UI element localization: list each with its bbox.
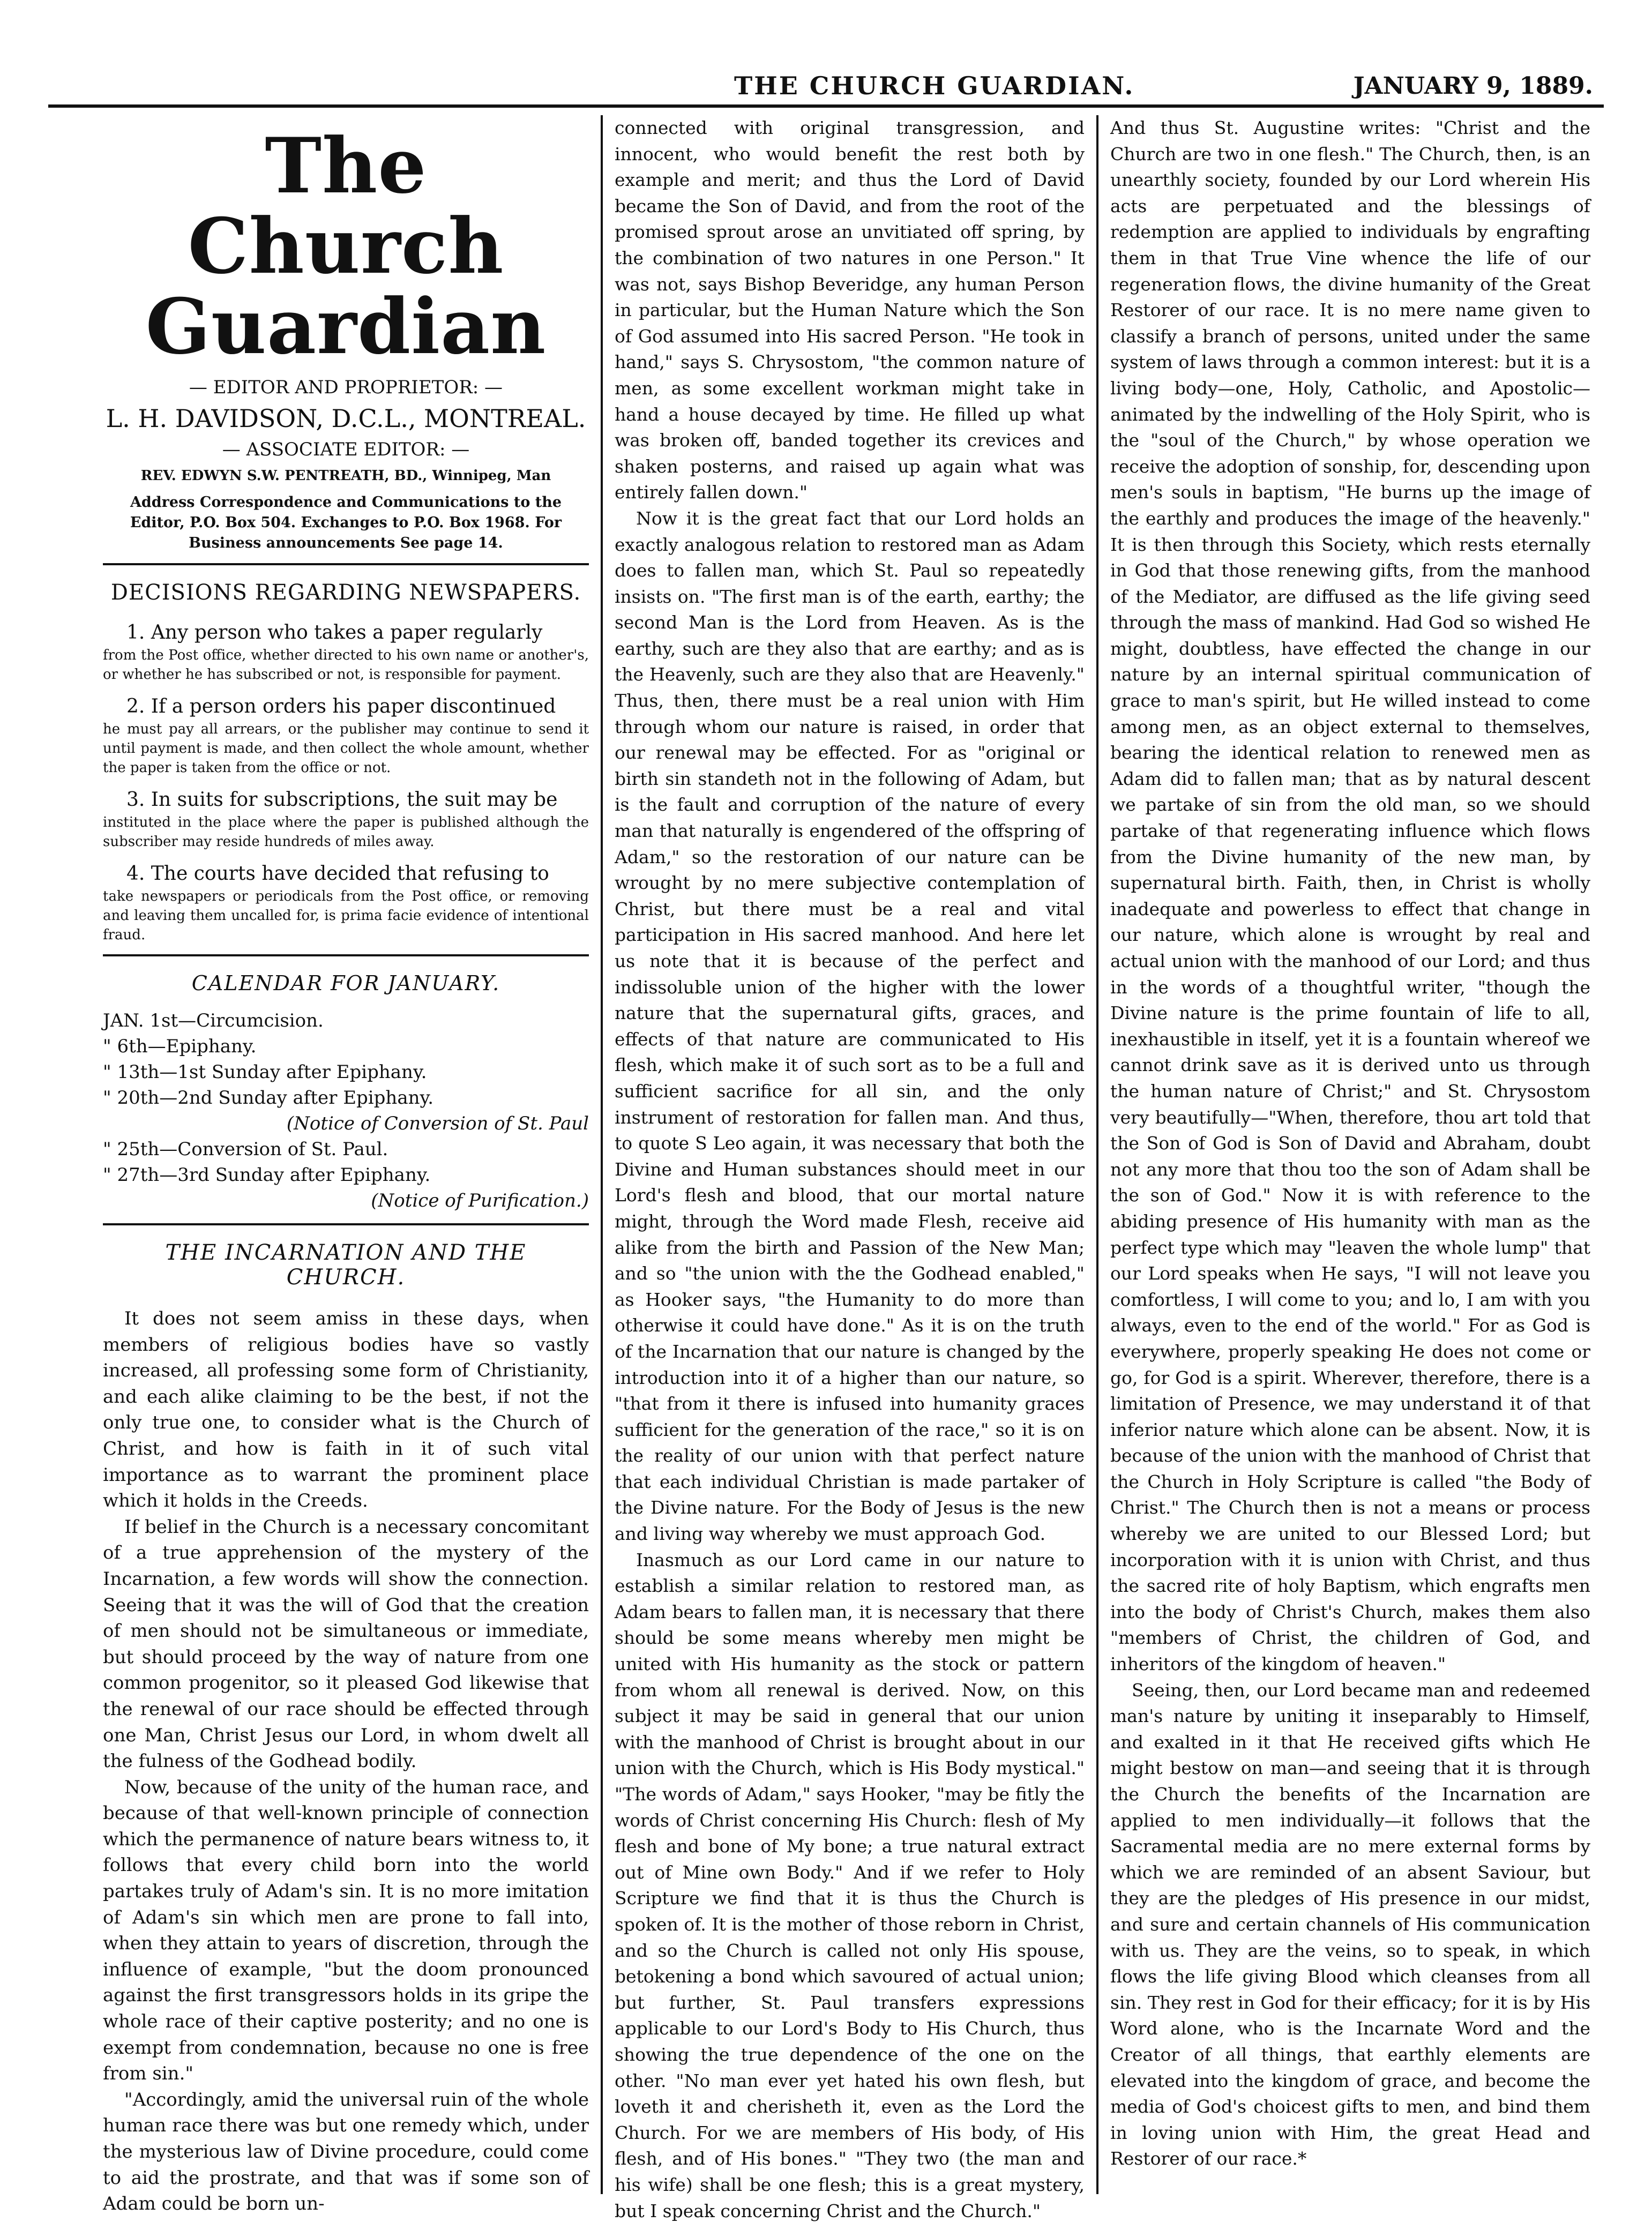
calendar-row: " 6th—Epiphany. xyxy=(103,1036,257,1057)
decision-item xyxy=(103,861,589,945)
correspondence-notice: Address Correspondence and Communications to the Editor, P.O. Box 504. Exchanges to P.O. Box 1968. For Business announcements See page 14. xyxy=(130,494,562,551)
calendar-row: " 27th—3rd Sunday after Epiphany. xyxy=(103,1164,431,1186)
column-1 xyxy=(91,115,603,2215)
editor-name: L. H. DAVIDSON, D.C.L., MONTREAL. xyxy=(106,404,586,433)
decision-lead: 3. In suits for subscriptions, the suit may be xyxy=(126,789,558,811)
calendar-row: " 20th—2nd Sunday after Epiphany. xyxy=(103,1087,433,1109)
column-2 xyxy=(603,115,1098,2221)
calendar-heading: CALENDAR FOR JANUARY. xyxy=(191,971,500,995)
article-paragraph: Now it is the great fact that our Lord holds an exactly analogous relation to restored man as Adam does to fallen man, which St. Paul so repeatedly insists on. "The first man is of the earth, earthy; the second Man is the Lord from Heaven. As is the earthy, such are they also that are earthy; and as is the Heavenly, such are they also that are Heavenly." Thus, then, there must be a real union with Him through whom our nature is raised, in order that our renewal may be effected. For as "original or birth sin standeth not in the following of Adam, but is the fault and corruption of the nature of every man that naturally is engendered of the offspring of Adam," so the restoration of our nature can be wrought by no mere subjective contemplation of Christ, but there must be a real and vital participation in His sacred manhood. And here let us note that it is because of the perfect and indissoluble union of the higher with the lower nature that the supernatural gifts, graces, and effects of that nature are communicated to His flesh, which make it of such sort as to be a full and sufficient sacrifice for all sin, and the only instrument of restoration for fallen man. And thus, to quote S Leo again, it was necessary that both the Divine and Human substances should meet in our Lord's flesh and blood, that our mortal nature might, through the Word made Flesh, receive aid alike from the birth and Passion of the New Man; and so "the union with the the Godhead enabled," as Hooker says, "the Humanity to do more than otherwise it could have done." As it is on the truth of the Incarnation that our nature is changed by the introduction into it of a higher than our nature, so "that from it there is infused into humanity graces sufficient for the generation of the race," so it is on the reality of our union with that perfect nature that each individual Christian is made partaker of the Divine nature. For the Body of Jesus is the new and living way whereby we must approach God. xyxy=(615,507,1085,1545)
calendar-note: (Notice of Conversion of St. Paul xyxy=(286,1113,589,1134)
article-paragraph: "Accordingly, amid the universal ruin of the whole human race there was but one remedy which, under the mysterious law of Divine procedure, could come to aid the prostrate, and that was if some son of Adam could be born un- xyxy=(103,2089,589,2215)
divider xyxy=(103,563,589,565)
decision-text: from the Post office, whether directed to his own name or another's, or whether he has subscribed or not, is responsible for payment. xyxy=(103,647,589,683)
decision-lead: 2. If a person orders his paper discontinued xyxy=(126,695,556,717)
running-title: THE CHURCH GUARDIAN. xyxy=(734,71,1135,100)
divider xyxy=(103,954,589,956)
calendar-note: (Notice of Purification.) xyxy=(371,1190,589,1211)
calendar-row: JAN. 1st—Circumcision. xyxy=(103,1010,324,1031)
decision-text: instituted in the place where the paper is published although the subscriber may reside hundreds of miles away. xyxy=(103,814,589,850)
decision-text: take newspapers or periodicals from the Post office, or removing and leaving them uncalled for, is prima facie evidence of intentional fraud. xyxy=(103,888,589,943)
decision-lead: 1. Any person who takes a paper regularly xyxy=(126,622,543,643)
associate-name: REV. EDWYN S.W. PENTREATH, BD., Winnipeg, Man xyxy=(140,468,551,484)
article-title: THE INCARNATION AND THE CHURCH. xyxy=(165,1240,527,1290)
article-paragraph: Seeing, then, our Lord became man and redeemed man's nature by uniting it inseparably to Himself, and exalted in it that He received gifts which He might bestow on man—and seeing that it is through the Church the benefits of the Incarnation are applied to men individually—it follows that the Sacramental media are no mere external forms by which we are reminded of an absent Saviour, but they are the pledges of His presence in our midst, and sure and certain channels of His communication with us. They are the veins, so to speak, in which flows the life giving Blood which cleanses from all sin. They rest in God for their efficacy; for it is by His Word alone, who is the Incarnate Word and the Creator of all things, that earthly elements are elevated into the kingdom of grace, and become the media of God's choicest gifts to men, and bind them in loving union with Him, the great Head and Restorer of our race.* xyxy=(1110,1679,1590,2169)
article-paragraph: Now, because of the unity of the human race, and because of that well-known principle of connection which the permanence of nature bears witness to, it follows that every child born into the world partakes truly of Adam's sin. It is no more imitation of Adam's sin which men are prone to fall into, when they attain to years of discretion, through the influence of example, "but the doom pronounced against the first transgressors holds in its gripe the whole race of their captive posterity; and no one is exempt from condemnation, because no one is free from sin." xyxy=(103,1776,589,2085)
calendar-row: " 13th—1st Sunday after Epiphany. xyxy=(103,1061,427,1083)
issue-date: JANUARY 9, 1889. xyxy=(1353,72,1593,100)
decisions-heading: DECISIONS REGARDING NEWSPAPERS. xyxy=(110,580,581,605)
article-paragraph: connected with original transgression, and innocent, who would benefit the rest both by example and merit; and thus the Lord of David became the Son of David, and from the root of the promised sprout arose an unvitiated off spring, by the combination of two natures in one Person." It was not, says Bishop Beveridge, any human Person in particular, but the Human Nature which the Son of God assumed into His sacred Person. "He took in hand," says S. Chrysostom, "the common nature of men, as some excellent workman might take in hand a house decayed by time. He filled up what was broken off, banded together its crevices and shaken posterns, and raised up again what was entirely fallen down." xyxy=(615,117,1085,503)
columns xyxy=(91,115,1602,2221)
editor-label: — EDITOR AND PROPRIETOR: — xyxy=(189,377,503,398)
masthead-title: The Church Guardian xyxy=(145,122,547,371)
article-paragraph: Inasmuch as our Lord came in our nature to establish a similar relation to restored man, as Adam bears to fallen man, it is necessary that there should be some means whereby men might be united with His humanity as the stock or pattern from whom all renewal is derived. Now, on this subject it may be said in general that our union with the manhood of Christ is brought about in our union with the Church, which is His Body mystical." "The words of Adam," says Hooker, "may be fitly the words of Christ concerning His Church: flesh of My flesh and bone of My bone; a true natural extract out of Mine own Body." And if we refer to Holy Scripture we find that it is thus the Church is spoken of. It is the mother of those reborn in Christ, and so the Church is called not only His spouse, betokening a bond which savoured of actual union; but further, St. Paul transfers expressions applicable to our Lord's Body to His Church, thus showing the true dependence of the one on the other. "No man ever yet hated his own flesh, but loveth it and cherisheth it, even as the Lord the Church. For we are members of His body, of His flesh, and of His bones." "They two (the man and his wife) shall be one flesh; this is a great mystery, but I speak concerning Christ and the Church." xyxy=(615,1549,1085,2221)
decision-text: he must pay all arrears, or the publisher may continue to send it until payment is made, and then collect the whole amount, whether the paper is taken from the office or not. xyxy=(103,721,589,776)
decision-lead: 4. The courts have decided that refusing to xyxy=(126,863,549,885)
running-head xyxy=(48,62,1604,108)
column-3 xyxy=(1098,115,1602,2194)
divider xyxy=(103,1223,589,1225)
decision-item xyxy=(103,620,589,684)
calendar-row: " 25th—Conversion of St. Paul. xyxy=(103,1139,388,1160)
article-paragraph: And thus St. Augustine writes: "Christ and the Church are two in one flesh." The Church, then, is an unearthly society, founded by our Lord wherein His acts are perpetuated and the blessings of redemption are applied to individuals by engrafting them in that True Vine whence the life of our regeneration flows, the divine humanity of the Great Restorer of our race. It is no mere name given to classify a branch of persons, united under the same system of laws through a common interest: but it is a living body—one, Holy, Catholic, and Apostolic—animated by the indwelling of the Holy Spirit, who is the "soul of the Church," by whose operation we receive the adoption of sonship, for, descending upon men's souls in baptism, "He burns up the image of the earthly and produces the image of the heavenly." It is then through this Society, which rests eternally in God that those renewing gifts, from the manhood of the Mediator, are diffused as the life giving seed through the mass of mankind. Had God so wished He might, doubtless, have effected the change in our nature by an internal spiritual communication of grace to man's spirit, but He willed instead to come among men, as an object external to themselves, bearing the identical relation to renewed men as Adam did to fallen man; that as by natural descent we partake of sin from the old man, so we should partake of that regenerating influence which flows from the Divine humanity of the new man, by supernatural birth. Faith, then, in Christ is wholly inadequate and powerless to effect that change in our nature, which alone is wrought by real and actual union with the manhood of our Lord; and thus in the words of a thoughtful writer, "though the Divine nature is the prime fountain of life to all, inexhaustible in itself, yet it is a fountain whereof we cannot drink save as it is derived unto us through the human nature of Christ;" and St. Chrysostom very beautifully—"When, therefore, thou art told that the Son of God is Son of David and Abraham, doubt not any more that thou too the son of Adam shall be the son of God." Now it is with reference to the abiding presence of His humanity with man as the perfect type which may "leaven the whole lump" that our Lord speaks when He says, "I will not leave you comfortless, I will come to you; and lo, I am with you always, even to the end of the world." For as God is everywhere, properly speaking He does not come or go, for God is a spirit. Wherever, therefore, there is a limitation of Presence, we may understand it of that inferior nature which alone can be absent. Now, it is because of the union with the manhood of Christ that the Church in Holy Scripture is called "the Body of Christ." The Church then is not a means or process whereby we are united to our Blessed Lord; but incorporation with it is union with Christ, and thus the sacred rite of holy Baptism, which engrafts men into the body of Christ's Church, makes them also "members of Christ, the children of God, and inheritors of the kingdom of heaven." xyxy=(1110,117,1590,1675)
article-paragraph: It does not seem amiss in these days, when members of religious bodies have so vastly increased, all professing some form of Christianity, and each alike claiming to be the best, if not the only true one, to consider what is the Church of Christ, and how is faith in it of such vital importance as to warrant the prominent place which it holds in the Creeds. xyxy=(103,1308,589,1512)
article-paragraph: If belief in the Church is a necessary concomitant of a true apprehension of the mystery of the Incarnation, a few words will show the connection. Seeing that it was the will of God that the creation of men should not be simultaneous or immediate, but should proceed by the way of nature from one common progenitor, so it pleased God likewise that the renewal of our race should be effected through one Man, Christ Jesus our Lord, in whom dwelt all the fulness of the Godhead bodily. xyxy=(103,1516,589,1772)
associate-label: — ASSOCIATE EDITOR: — xyxy=(222,439,470,460)
decision-item xyxy=(103,694,589,777)
decision-item xyxy=(103,787,589,851)
